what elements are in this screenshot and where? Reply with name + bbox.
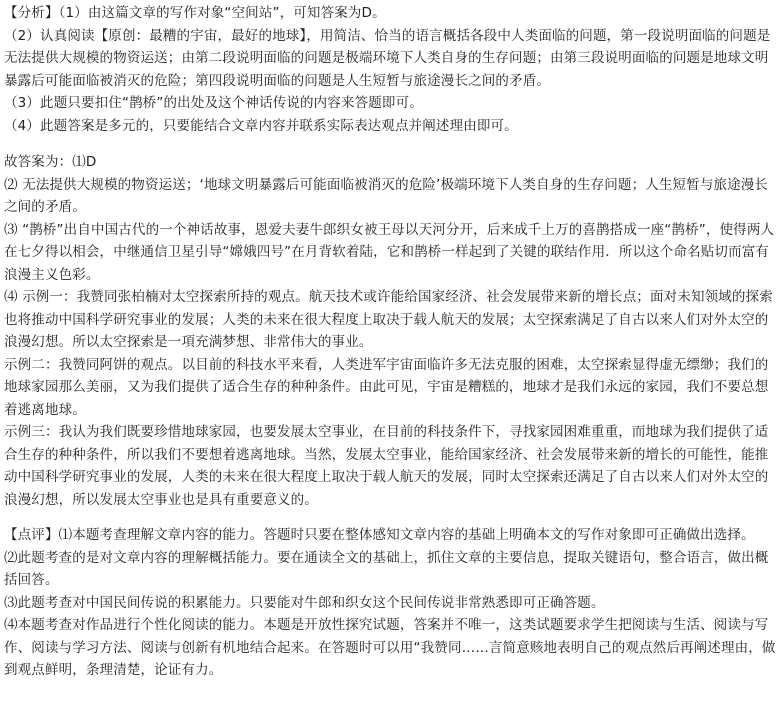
analysis-line-2: （2）认真阅读【原创：最糟的宇宙，最好的地球】，用简洁、恰当的语言概括各段中人类面临的问题，第一段说明面临的问题是无法提供大规模的物资运送；由第二段说明面临的问题是极端环境下人类自身的生存问题；由第三段说明面临的问题是地球文明暴露后可能面临被消灭的危险；第四段说明面临的问题是人生短暂与旅途漫长之间的矛盾。 xyxy=(4,27,771,89)
comment-2: ⑵此题考查的是对文章内容的理解概括能力。要在通读全文的基础上，抓住文章的主要信息，提取关键语句，整合语言，做出概括回答。 xyxy=(4,549,769,588)
analysis-line-1: 【分析】（1）由这篇文章的写作对象“空间站”，可知答案为D。 xyxy=(4,5,386,21)
answer-2: ⑵ 无法提供大规模的物资运送；‘地球文明暴露后可能面临被消灭的危险’极端环境下人类自身的生存问题；人生短暂与旅途漫长之间的矛盾。 xyxy=(4,176,769,215)
analysis-line-4: （4）此题答案是多元的，只要能结合文章内容并联系实际表达观点并阐述理由即可。 xyxy=(4,117,518,134)
comment-section xyxy=(4,524,776,682)
analysis-section xyxy=(4,2,776,137)
spacer xyxy=(4,511,776,524)
comment-4: ⑷本题考查对作品进行个性化阅读的能力。本题是开放性探究试题，答案并不唯一，这类试题要求学生把阅读与生活、阅读与写作、阅读与学习方法、阅读与创新有机地结合起来。在答题时可以用“我赞同……言简意赅地表明自己的观点然后再阐述理由，做到观点鲜明，条理清楚，论证有力。 xyxy=(4,617,776,678)
answer-intro: 故答案为：⑴D xyxy=(4,154,97,170)
answer-4-example-3: 示例三：我认为我们既要珍惜地球家园，也要发展太空事业，在目前的科技条件下，寻找家园困难重重，而地球为我们提供了适合生存的种种条件，所以我们不要想着逃离地球。当然，发展太空事业，能给国家经济、社会发展带来新的增长的可能性，能推动中国科学研究事业的发展，人类的未来在很大程度上取决于载人航天的发展，同时太空探索还满足了自古以来人们对外太空的浪漫幻想，所以发展太空事业也是具有重要意义的。 xyxy=(4,424,769,508)
answer-4-example-2: 示例二：我赞同阿饼的观点。以目前的科技水平来看，人类进军宇宙面临许多无法克服的困难，太空探索显得虚无缥缈；我们的地球家园那么美丽，又为我们提供了适合生存的种种条件。由此可见，宇宙是糟糕的，地球才是我们永远的家园，我们不要总想着逃离地球。 xyxy=(4,356,769,418)
comment-3: ⑶此题考查对中国民间传说的积累能力。只要能对牛郎和织女这个民间传说非常熟悉即可正确答题。 xyxy=(4,594,605,611)
spacer xyxy=(4,137,776,151)
answer-section xyxy=(4,151,776,511)
answer-3: ⑶ “鹊桥”出自中国古代的一个神话故事，恩爱夫妻牛郎织女被王母以天河分开，后来成千上万的喜鹊搭成一座“鹊桥”，使得两人在七夕得以相会，中继通信卫星引导“嫦娥四号”在月背软着陆，它和鹊桥一样起到了关键的联结作用．所以这个命名贴切而富有浪漫主义色彩。 xyxy=(4,221,775,283)
comment-1: 【点评】⑴本题考查理解文章内容的能力。答题时只要在整体感知文章内容的基础上明确本文的写作对象即可正确做出选择。 xyxy=(4,527,755,543)
analysis-line-3: （3）此题只要扣住“鹊桥”的出处及这个神话传说的内容来答题即可。 xyxy=(4,95,423,111)
answer-4-example-1: ⑷ 示例一：我赞同张柏楠对太空探索所持的观点。航天技术或许能给国家经济、社会发展带来新的增长点；面对未知领域的探索也将推动中国科学研究事业的发展；人类的未来在很大程度上取决于载人航天的发展；太空探索满足了自古以来人们对外太空的浪漫幻想。所以太空探索是一項充满梦想、非常伟大的事业。 xyxy=(4,289,773,350)
